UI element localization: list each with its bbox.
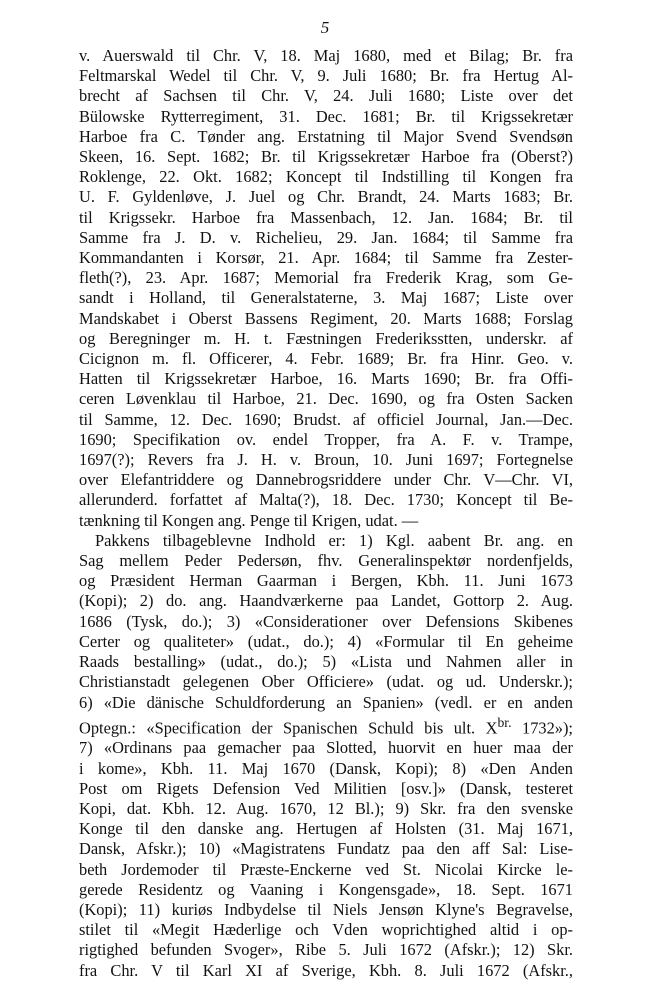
text-line: v. Auerswald til Chr. V, 18. Maj 1680, med et Bilag; Br. fra [79, 46, 573, 65]
text-line: Post om Rigets Defension Ved Militien [osv.]» (Dansk, testeret [79, 778, 573, 798]
text-line: Kommandanten i Korsør, 21. Apr. 1684; til Samme fra Zester- [79, 248, 573, 268]
text-line: brecht af Sachsen til Chr. V, 24. Juli 1680; Liste over det [79, 86, 573, 106]
text-line: stilet til «Megit Hæderlige och Vden woprichtighed altid i op- [79, 920, 573, 940]
text-line: Skeen, 16. Sept. 1682; Br. til Krigssekretær Harboe fra (Oberst?) [79, 147, 573, 167]
text-line: Sag mellem Peder Pedersøn, fhv. Generalinspektør nordenfjelds, [79, 551, 573, 571]
text-line: allerunderd. forfattet af Malta(?), 18. Dec. 1730; Koncept til Be- [79, 490, 573, 510]
text-line: Bülowske Rytterregiment, 31. Dec. 1681; Br. til Krigssekretær [79, 106, 573, 126]
text-line: beth Jordemoder til Præste-Enckerne ved St. Nicolai Kircke le- [79, 859, 573, 879]
text-line: fleth(?), 23. Apr. 1687; Memorial fra Frederik Krag, som Ge- [79, 268, 573, 288]
text-line: rigtighed befunden Svoger», Ribe 5. Juli 1672 (Afskr.); 12) Skr. [79, 940, 573, 960]
text-line: Mandskabet i Oberst Bassens Regiment, 20. Marts 1688; Forslag [79, 308, 573, 328]
text-line: Samme fra J. D. v. Richelieu, 29. Jan. 1684; til Samme fra [79, 227, 573, 247]
text-line: Cicignon m. fl. Officerer, 4. Febr. 1689; Br. fra Hinr. Geo. v. [79, 349, 573, 369]
text-line: til Krigssekr. Harboe fra Massenbach, 12. Jan. 1684; Br. til [79, 207, 573, 227]
text-line: Konge til den danske ang. Hertugen af Holsten (31. Maj 1671, [79, 819, 573, 839]
text-line: og Præsident Herman Gaarman i Bergen, Kbh. 11. Juni 1673 [79, 571, 573, 591]
text-line: ceren Løvenklau til Harboe, 21. Dec. 1690, og fra Osten Sacken [79, 389, 573, 409]
text-line: 1697(?); Revers fra J. H. v. Broun, 10. Juni 1697; Fortegnelse [79, 450, 573, 470]
text-line: (Kopi); 2) do. ang. Haandværkerne paa Landet, Gottorp 2. Aug. [79, 591, 573, 611]
text-line: 1686 (Tysk, do.); 3) «Considerationer over Defensions Skibenes [79, 611, 573, 631]
text-line: til Samme, 12. Dec. 1690; Brudst. af officiel Journal, Jan.—Dec. [79, 409, 573, 429]
text-line: Pakkens tilbageblevne Indhold er: 1) Kgl. aabent Br. ang. en [95, 530, 573, 550]
text-line: Roklenge, 22. Okt. 1682; Koncept til Indstilling til Kongen fra [79, 167, 573, 187]
text-line [79, 713, 573, 739]
text-line: Hatten til Krigssekretær Harboe, 16. Marts 1690; Br. fra Offi- [79, 369, 573, 389]
text-line-part: Optegn.: «Specification der Spanischen Schuld bis ult. X [79, 718, 498, 738]
text-line: Kopi, dat. Kbh. 12. Aug. 1670, 12 Bl.); 9) Skr. fra den svenske [79, 798, 573, 818]
superscript: br. [497, 714, 512, 730]
text-line: U. F. Gyldenløve, J. Juel og Chr. Brandt, 24. Marts 1683; Br. [79, 187, 573, 207]
text-line: gerede Residentz og Vaaning i Kongensgade», 18. Sept. 1671 [79, 879, 573, 899]
text-line: Dansk, Afskr.); 10) «Magistratens Fundatz paa den aff Sal: Lise- [79, 839, 573, 859]
text-line: og Beregninger m. H. t. Fæstningen Frederiksstten, underskr. af [79, 328, 573, 348]
text-line: (Kopi); 11) kuriøs Indbydelse til Niels Jensøn Klyne's Begravelse, [79, 900, 573, 919]
text-line: 6) «Die dänische Schuldforderung an Spanien» (vedl. er en anden [79, 692, 573, 712]
body-text [79, 46, 573, 981]
text-line-part: 1732»); [511, 718, 573, 738]
text-line: 7) «Ordinans paa gemacher paa Slotted, huorvit en huer maa der [79, 738, 573, 758]
text-line: Certer og qualiteter» (udat., do.); 4) «Formular til En geheime [79, 631, 573, 651]
text-line: tænkning til Kongen ang. Penge til Krigen, udat. — [79, 510, 419, 530]
text-line: Feltmarskal Wedel til Chr. V, 9. Juli 1680; Br. fra Hertug Al- [79, 66, 573, 86]
text-line: over Elefantriddere og Dannebrogsriddere under Chr. V—Chr. VI, [79, 470, 573, 490]
text-line: 1690; Specifikation ov. endel Tropper, fra A. F. v. Trampe, [79, 429, 573, 449]
text-line: sandt i Holland, til Generalstaterne, 3. Maj 1687; Liste over [79, 288, 573, 308]
text-line: Raads bestalling» (udat., do.); 5) «Lista und Nahmen aller in [79, 652, 573, 672]
text-line: fra Chr. V til Karl XI af Sverige, Kbh. 8. Juli 1672 (Afskr., [79, 960, 573, 980]
text-line: Christianstadt gelegenen Ober Officiere» (udat. og ud. Underskr.); [79, 672, 573, 692]
text-line: i kome», Kbh. 11. Maj 1670 (Dansk, Kopi); 8) «Den Anden [79, 758, 573, 778]
text-line: Harboe fra C. Tønder ang. Erstatning til Major Svend Svendsøn [79, 126, 573, 146]
page-number: 5 [320, 18, 330, 37]
